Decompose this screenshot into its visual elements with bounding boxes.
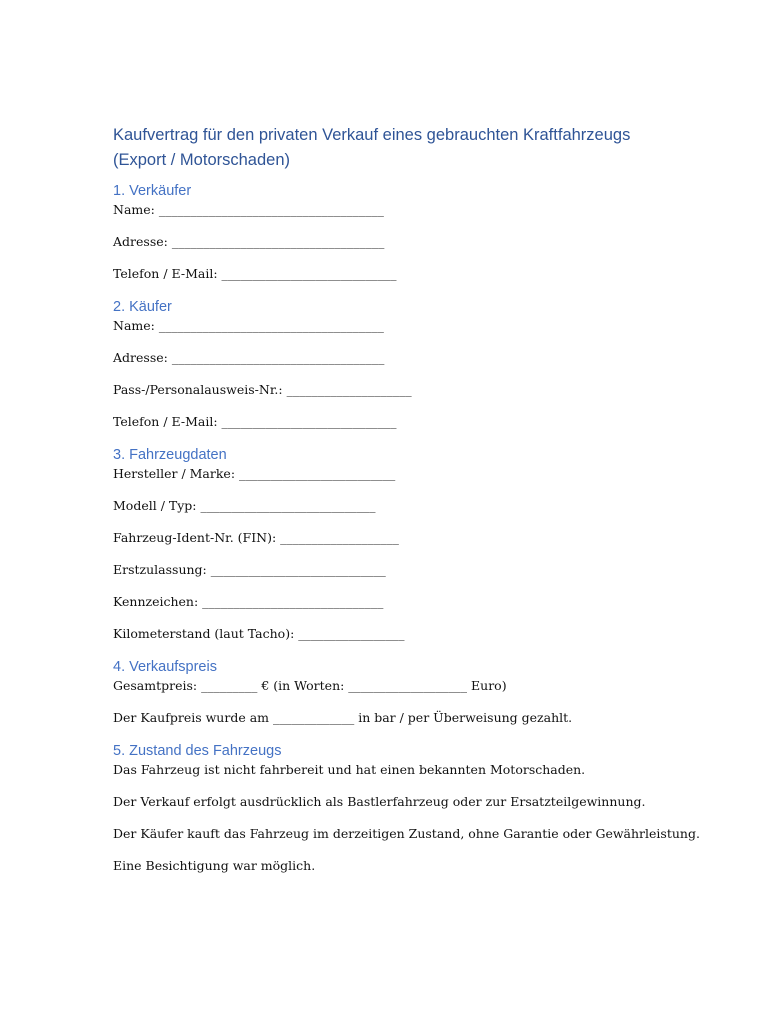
- payment-date-field: Der Kaufpreis wurde am _____________ in bar / per Überweisung gezahlt.: [113, 710, 573, 725]
- vehicle-mileage-field: Kilometerstand (laut Tacho): _________________: [113, 626, 405, 641]
- section-heading: 5. Zustand des Fahrzeugs: [113, 743, 282, 759]
- section-heading: 3. Fahrzeugdaten: [113, 447, 227, 463]
- vehicle-vin-field: Fahrzeug-Ident-Nr. (FIN): ___________________: [113, 530, 399, 545]
- section-condition: [113, 742, 700, 874]
- section-heading: 1. Verkäufer: [113, 183, 192, 199]
- vehicle-plate-field: Kennzeichen: _____________________________: [113, 594, 384, 609]
- section-price: [113, 658, 673, 726]
- seller-contact-field: Telefon / E-Mail: ____________________________: [113, 266, 397, 281]
- section-heading: 2. Käufer: [113, 299, 172, 315]
- buyer-id-field: Pass-/Personalausweis-Nr.: ____________________: [113, 382, 412, 397]
- vehicle-registration-date-field: Erstzulassung: ____________________________: [113, 562, 386, 577]
- vehicle-model-field: Modell / Typ: ____________________________: [113, 498, 376, 513]
- seller-name-field: Name: ____________________________________: [113, 202, 384, 217]
- condition-paragraph: Eine Besichtigung war möglich.: [113, 858, 316, 873]
- buyer-name-field: Name: ____________________________________: [113, 318, 384, 333]
- vehicle-make-field: Hersteller / Marke: _________________________: [113, 466, 396, 481]
- buyer-contact-field: Telefon / E-Mail: ____________________________: [113, 414, 397, 429]
- document-page: [113, 123, 700, 890]
- title-line-2: (Export / Motorschaden): [113, 151, 290, 169]
- total-price-field: Gesamtpreis: _________ € (in Worten: ___________________ Euro): [113, 678, 507, 693]
- section-heading: 4. Verkaufspreis: [113, 659, 217, 675]
- document-title: [113, 123, 673, 173]
- section-buyer: [113, 298, 673, 430]
- title-line-1: Kaufvertrag für den privaten Verkauf eines gebrauchten Kraftfahrzeugs: [113, 126, 631, 144]
- condition-paragraph: Das Fahrzeug ist nicht fahrbereit und hat einen bekannten Motorschaden.: [113, 762, 586, 777]
- section-seller: [113, 182, 673, 282]
- section-vehicle-data: [113, 446, 673, 642]
- buyer-address-field: Adresse: __________________________________: [113, 350, 385, 365]
- condition-paragraph: Der Verkauf erfolgt ausdrücklich als Bastlerfahrzeug oder zur Ersatzteilgewinnung.: [113, 794, 646, 809]
- seller-address-field: Adresse: __________________________________: [113, 234, 385, 249]
- condition-paragraph: Der Käufer kauft das Fahrzeug im derzeitigen Zustand, ohne Garantie oder Gewährleistung.: [113, 826, 700, 841]
